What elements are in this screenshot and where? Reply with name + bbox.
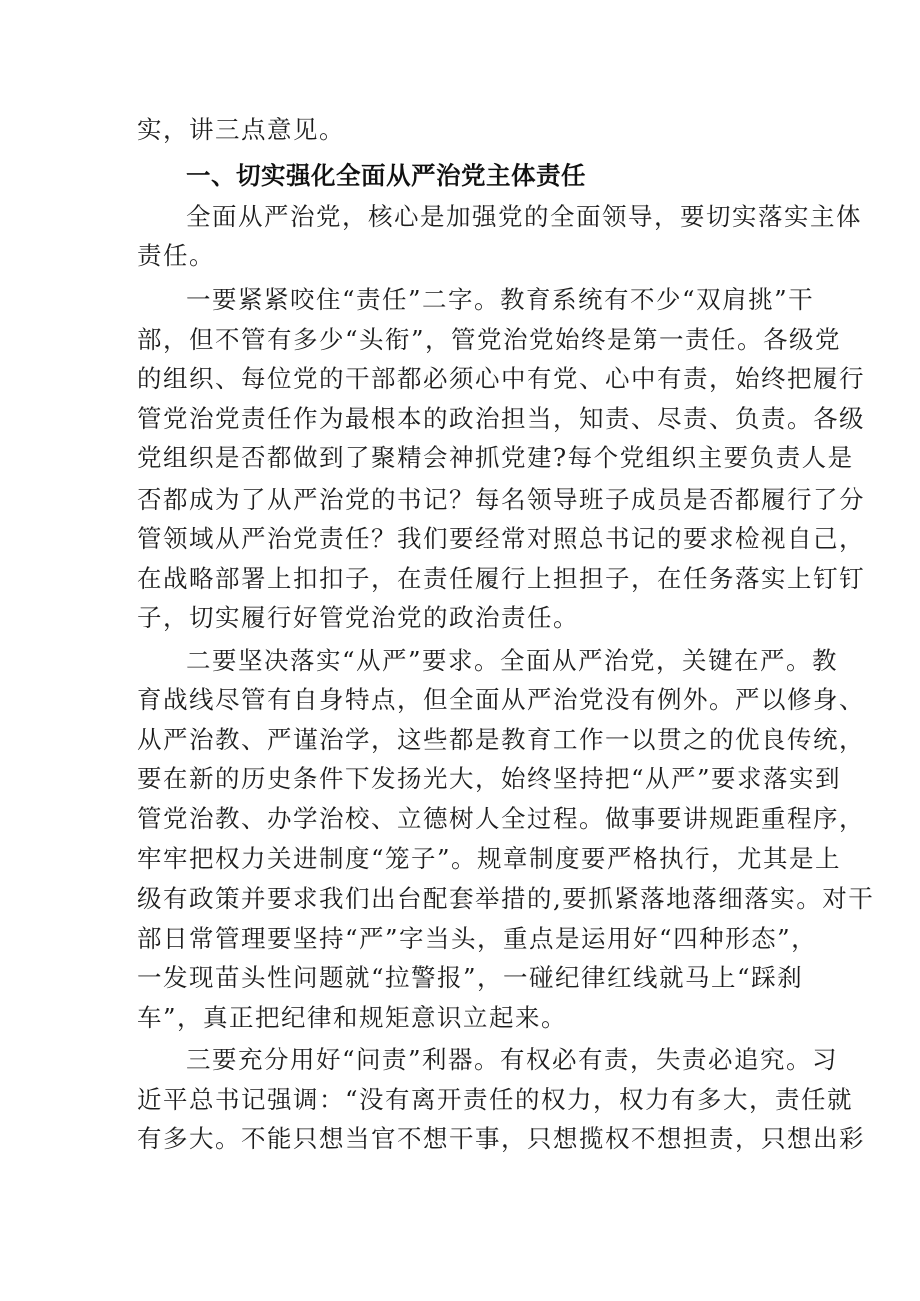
paragraph-line: 牢牢把权力关进制度“笼子”。规章制度要严格执行，尤其是上: [137, 844, 842, 873]
paragraph-line: 级有政策并要求我们出台配套举措的,要抓紧落地落细落实。对干: [137, 884, 875, 913]
paragraph-line: 部，但不管有多少“头衔”，管党治党始终是第一责任。各级党: [137, 325, 842, 354]
paragraph-line: 育战线尽管有自身特点，但全面从严治党没有例外。严以修身、: [137, 685, 865, 714]
paragraph-line: 子，切实履行好管党治党的政治责任。: [137, 603, 579, 632]
paragraph-line: 责任。: [137, 241, 215, 270]
paragraph-line: 在战略部署上扣扣子，在责任履行上担担子，在任务落实上钉钉: [137, 564, 865, 593]
paragraph-line: 党组织是否都做到了聚精会神抓党建?每个党组织主要负责人是: [137, 443, 854, 472]
paragraph-line: 三要充分用好“问责”利器。有权必有责，失责必追究。习: [186, 1045, 839, 1074]
paragraph-line: 一要紧紧咬住“责任”二字。教育系统有不少“双肩挑”干: [186, 285, 815, 314]
paragraph-line: 从严治教、严谨治学，这些都是教育工作一以贯之的优良传统，: [137, 725, 865, 754]
paragraph-line: 部日常管理要坚持“严”字当头，重点是运用好“四种形态”，: [137, 924, 818, 953]
paragraph-line: 的组织、每位党的干部都必须心中有党、心中有责，始终把履行: [137, 364, 865, 393]
paragraph-line: 二要坚决落实“从严”要求。全面从严治党，关键在严。教: [186, 646, 839, 675]
paragraph-line: 车”，真正把纪律和规矩意识立起来。: [137, 1003, 568, 1032]
paragraph-line: 管党治党责任作为最根本的政治担当，知责、尽责、负责。各级: [137, 404, 865, 433]
intro-tail-line: 实，讲三点意见。: [137, 115, 345, 144]
paragraph-line: 要在新的历史条件下发扬光大，始终坚持把“从严”要求落实到: [137, 764, 842, 793]
paragraph-line: 否都成为了从严治党的书记？每名领导班子成员是否都履行了分: [137, 485, 865, 514]
paragraph-line: 管领域从严治党责任？我们要经常对照总书记的要求检视自己，: [137, 524, 865, 553]
paragraph-line: 一发现苗头性问题就“拉警报”，一碰纪律红线就马上“踩刹: [137, 963, 804, 992]
paragraph-line: 近平总书记强调：“没有离开责任的权力，权力有多大，责任就: [137, 1085, 854, 1114]
paragraph-line: 管党治教、办学治校、立德树人全过程。做事要讲规距重程序，: [137, 804, 865, 833]
paragraph-line: 有多大。不能只想当官不想干事，只想揽权不想担责，只想出彩: [137, 1124, 865, 1153]
section-heading: 一、切实强化全面从严治党主体责任: [186, 161, 586, 190]
paragraph-line: 全面从严治党，核心是加强党的全面领导，要切实落实主体: [186, 202, 862, 231]
